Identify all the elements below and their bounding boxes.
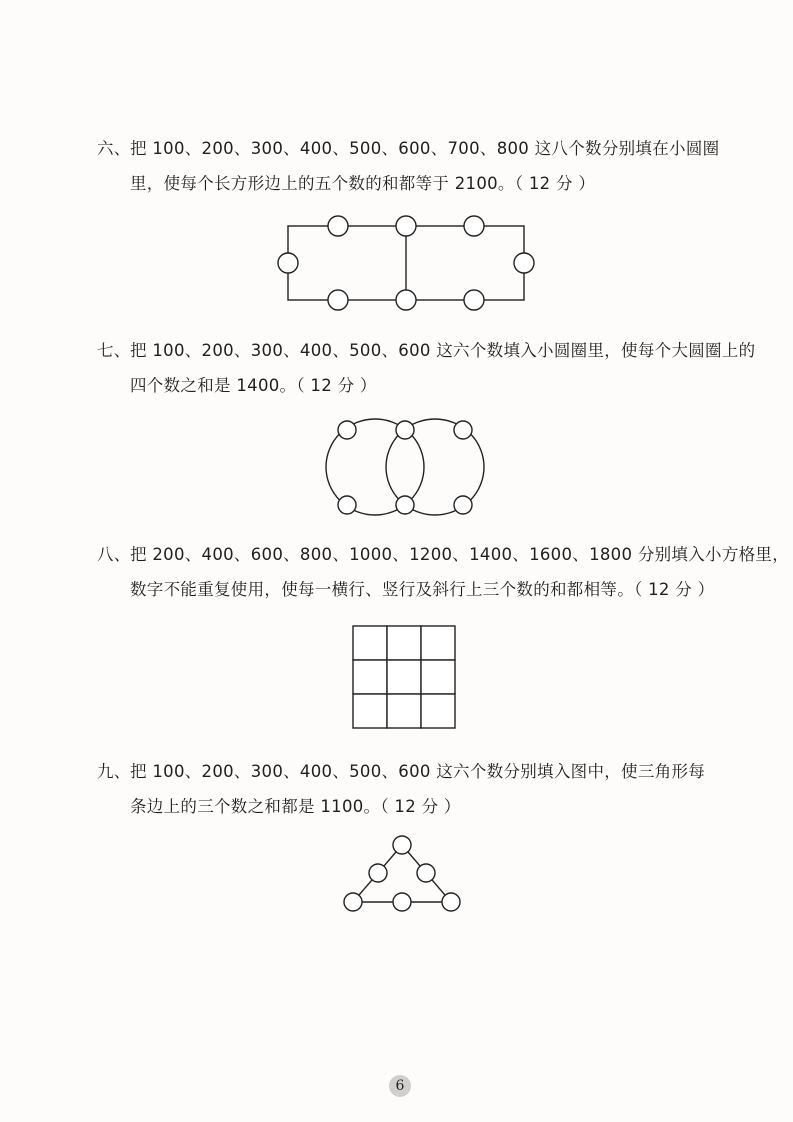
three-by-three-grid-figure	[352, 625, 456, 729]
two-rectangles-figure	[270, 210, 540, 320]
page-number: 6	[389, 1075, 411, 1097]
question-text-line-2: 里，使每个长方形边上的五个数的和都等于 2100。（ 12 分 ）	[130, 174, 596, 193]
grid-cell[interactable]	[353, 660, 387, 694]
blank-circle[interactable]	[369, 864, 387, 882]
blank-circle[interactable]	[278, 253, 298, 273]
grid-cell[interactable]	[387, 694, 421, 728]
blank-circle[interactable]	[396, 496, 414, 514]
question-text-line-1: 把 100、200、300、400、500、600 这六个数填入小圆圈里，使每个大圆圈上的	[130, 341, 756, 360]
question-number: 八、	[97, 545, 131, 564]
question-number: 六、	[97, 139, 131, 158]
question-text-line-2: 条边上的三个数之和都是 1100。（ 12 分 ）	[130, 797, 461, 816]
question-number: 九、	[97, 762, 131, 781]
blank-circle[interactable]	[338, 421, 356, 439]
grid-cell[interactable]	[421, 660, 455, 694]
question-text-line-1: 把 100、200、300、400、500、600、700、800 这八个数分别填在小圆圈	[130, 139, 720, 158]
question-text-line-1: 把 200、400、600、800、1000、1200、1400、1600、1800 分别填入小方格里，	[130, 545, 790, 564]
blank-circle[interactable]	[393, 836, 411, 854]
grid-cell[interactable]	[421, 694, 455, 728]
two-overlapping-circles-figure	[320, 412, 490, 522]
blank-circle[interactable]	[344, 893, 362, 911]
blank-circle[interactable]	[393, 893, 411, 911]
grid-cell[interactable]	[387, 626, 421, 660]
blank-circle[interactable]	[396, 216, 416, 236]
question-text-line-1: 把 100、200、300、400、500、600 这六个数分别填入图中，使三角形每	[130, 762, 706, 781]
question-8	[97, 537, 789, 607]
grid-cell[interactable]	[353, 694, 387, 728]
question-7	[97, 333, 755, 403]
grid-cell[interactable]	[387, 660, 421, 694]
question-text-line-2: 四个数之和是 1400。（ 12 分 ）	[130, 376, 377, 395]
blank-circle[interactable]	[328, 290, 348, 310]
question-number: 七、	[97, 341, 131, 360]
blank-circle[interactable]	[514, 253, 534, 273]
blank-circle[interactable]	[442, 893, 460, 911]
blank-circle[interactable]	[464, 290, 484, 310]
blank-circle[interactable]	[338, 496, 356, 514]
blank-circle[interactable]	[396, 421, 414, 439]
blank-circle[interactable]	[454, 421, 472, 439]
grid-cell[interactable]	[421, 626, 455, 660]
grid-cell[interactable]	[353, 626, 387, 660]
question-6	[97, 131, 719, 201]
blank-circle[interactable]	[396, 290, 416, 310]
blank-circle[interactable]	[454, 496, 472, 514]
question-text-line-2: 数字不能重复使用，使每一横行、竖行及斜行上三个数的和都相等。（ 12 分 ）	[130, 580, 715, 599]
blank-circle[interactable]	[464, 216, 484, 236]
blank-circle[interactable]	[328, 216, 348, 236]
triangle-figure	[335, 830, 470, 920]
blank-circle[interactable]	[417, 864, 435, 882]
question-9	[97, 754, 705, 824]
